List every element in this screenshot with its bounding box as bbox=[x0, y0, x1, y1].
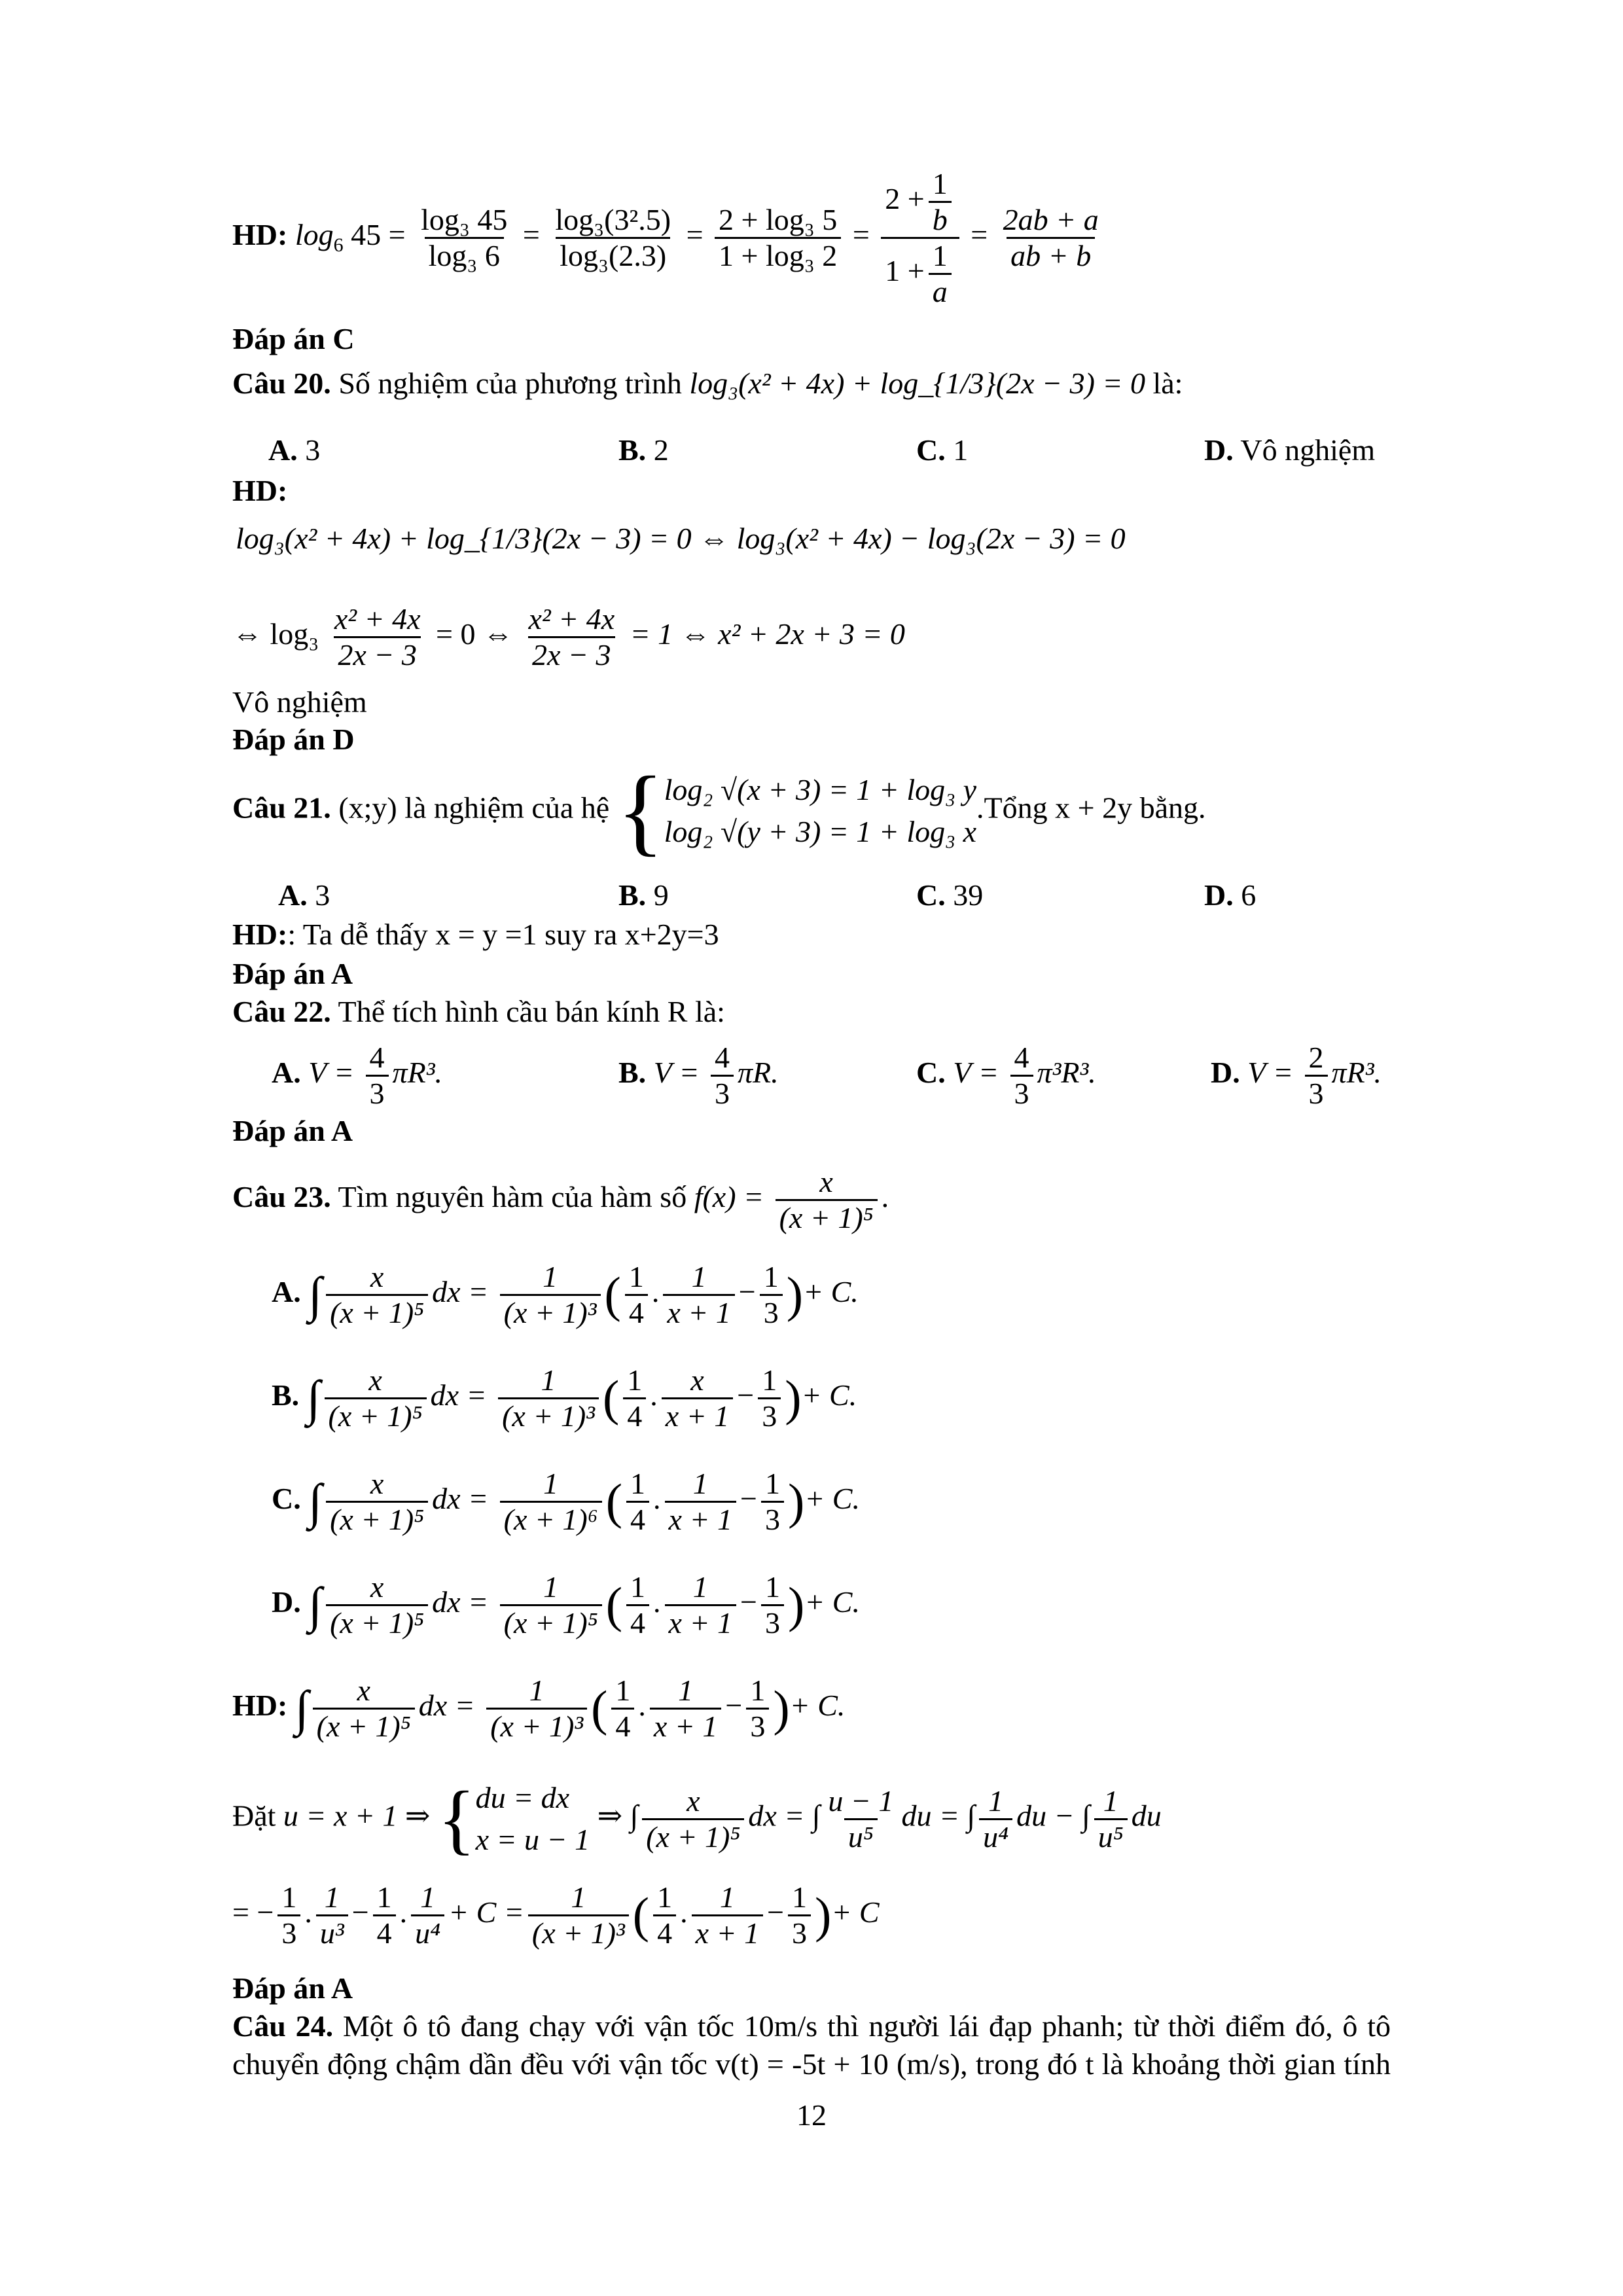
q20-tail: là: bbox=[1152, 367, 1183, 400]
q21-option-a: A. 3 bbox=[278, 878, 330, 912]
q21-tail: .Tổng x + 2y bằng. bbox=[976, 791, 1206, 825]
q21-question bbox=[232, 757, 1206, 865]
q19-frac5: $\frac{2ab + a}{ab + b}$ bbox=[1003, 203, 1099, 272]
q21-option-c: C. 39 bbox=[916, 878, 984, 912]
system-brace-icon: { bbox=[616, 757, 664, 865]
q19-log-base: 6 bbox=[333, 234, 344, 257]
q20-option-a: A. 3 bbox=[268, 433, 321, 467]
q21-option-b: B. 9 bbox=[618, 878, 669, 912]
q23-option-d: D. ∫ $\frac{x}{\text{(x + 1)⁵}}$ dx = $\frac{1}{\text{(x + 1)⁵}}$ ( $\frac{1}{4}$ . $\frac{1}{x + 1}$ − $\frac{1}{3}$ )+ C. bbox=[272, 1570, 860, 1640]
q20-option-d: D. Vô nghiệm bbox=[1204, 433, 1376, 467]
q22-answer: Đáp án A bbox=[232, 1114, 353, 1147]
q22-option-a: A. V = $\frac{4}{3}$ πR³. bbox=[272, 1041, 442, 1110]
q22-option-b: B. V = $\frac{4}{3}$ πR. bbox=[618, 1041, 779, 1110]
q19-frac3: $\frac{\text{2 + log₃ 5}}{\text{1 + log₃ 2}}$ bbox=[715, 203, 841, 273]
q20-equation: log₃(x² + 4x) + log_{1/3}(2x − 3) = 0 bbox=[689, 367, 1145, 400]
hd-label: HD: bbox=[232, 218, 288, 252]
q20-answer: Đáp án D bbox=[232, 723, 355, 756]
q22-question: Câu 22. Thể tích hình cầu bán kính R là: bbox=[232, 995, 725, 1028]
q22-option-d: D. V = $\frac{2}{3}$ πR³. bbox=[1211, 1041, 1382, 1110]
q21-answer: Đáp án A bbox=[232, 957, 353, 990]
page-number: 12 bbox=[796, 2098, 827, 2132]
q23-option-c: C. ∫ $\frac{x}{\text{(x + 1)⁵}}$ dx = $\frac{1}{\text{(x + 1)⁶}}$ ( $\frac{1}{4}$ . $\frac{1}{x + 1}$ − $\frac{1}{3}$ )+ C. bbox=[272, 1467, 860, 1536]
q23-option-a: A. ∫ $\frac{x}{\text{(x + 1)⁵}}$ dx = $\frac{1}{\text{(x + 1)³}}$ ( $\frac{1}{4}$ . $\frac{1}{x + 1}$ − $\frac{1}{3}$ )+ C. bbox=[272, 1260, 859, 1329]
q20-question bbox=[232, 365, 1183, 402]
q22-option-c: C. V = $\frac{4}{3}$ π³R³. bbox=[916, 1041, 1096, 1110]
q19-frac2: $\frac{\text{log₃(3².5)}}{\text{log₃(2.3)}}$ bbox=[555, 203, 671, 272]
q21-system: log₂ √(x + 3) = 1 + log₃ y log₂ √(y + 3) = 1 + log₃ x bbox=[664, 773, 977, 848]
q19-log-arg: 45 bbox=[351, 218, 382, 252]
q24-line1: Câu 24. Một ô tô đang chạy với vận tốc 10m/s thì người lái đạp phanh; từ thời điểm đó, ô tô bbox=[232, 2009, 1391, 2043]
q23-substitution: Đặt u = x + 1 ⇒ { du = dx x = u − 1 ⇒ ∫ $\frac{x}{\text{(x + 1)⁵}}$ dx = ∫ $\frac{u - 1}{\text{u⁵}}$ du = ∫ $\frac{1}{\text{u⁴}}$ du − ∫ $\frac{1}{\text{u⁵}}$ du bbox=[232, 1775, 1162, 1862]
q20-hd-conclusion: Vô nghiệm bbox=[232, 685, 367, 719]
q19-hd-line: HD: $\log_6 45$ = $\frac{\text{log₃ 45}}{\text{log₃ 6}}$ = $\frac{\text{log₃(3².5)}}{\text{log₃(2.3)}}$ = $\frac{\text{2 + log₃ 5}}{\text{1 + log₃ 2}}$ = 2 + $\frac{1}{b}$ 1 + $\frac{1}{a}$ = $\frac{2ab + a}{ab + b}$ bbox=[232, 167, 1107, 309]
q24-line2: chuyển động chậm dần đều với vận tốc v(t) = -5t + 10 (m/s), trong đó t là khoảng thời gian tính bbox=[232, 2047, 1391, 2081]
q19-answer: Đáp án C bbox=[232, 322, 355, 355]
q21-label: Câu 21. bbox=[232, 791, 331, 825]
q23-answer: Đáp án A bbox=[232, 1971, 353, 2005]
q21-hd: HD:: Ta dễ thấy x = y =1 suy ra x+2y=3 bbox=[232, 918, 719, 951]
q21-option-d: D. 6 bbox=[1204, 878, 1257, 912]
q23-final-line: = − $\frac{1}{3}$ . $\frac{1}{\text{u³}}$ − $\frac{1}{4}$ . $\frac{1}{\text{u⁴}}$ + C = $\frac{1}{\text{(x + 1)³}}$ ( $\frac{1}{4}$ . $\frac{1}{x + 1}$ − $\frac{1}{3}$ )+ C bbox=[232, 1880, 880, 1950]
q19-frac4: 2 + $\frac{1}{b}$ 1 + $\frac{1}{a}$ bbox=[881, 167, 959, 309]
q21-text: (x;y) là nghiệm của hệ bbox=[338, 791, 610, 825]
q20-hd-line2: ⇔ log₃ $\frac{\text{x² + 4x}}{2x - 3}$ = 0 ⇔ $\frac{\text{x² + 4x}}{2x - 3}$ = 1 ⇔ x² + 2x + 3 = 0 bbox=[232, 602, 905, 672]
q23-hd-line: HD: ∫ $\frac{x}{\text{(x + 1)⁵}}$ dx = $\frac{1}{\text{(x + 1)³}}$ ( $\frac{1}{4}$ . $\frac{1}{x + 1}$ − $\frac{1}{3}$ )+ C. bbox=[232, 1674, 846, 1743]
q20-option-b: B. 2 bbox=[618, 433, 669, 467]
q20-text: Số nghiệm của phương trình bbox=[338, 367, 682, 400]
q19-log: log bbox=[294, 218, 334, 252]
q19-frac1: $\frac{\text{log₃ 45}}{\text{log₃ 6}}$ bbox=[421, 203, 508, 272]
q23-question: Câu 23. Tìm nguyên hàm của hàm số f(x) = $\frac{x}{\text{(x + 1)⁵}}$ . bbox=[232, 1165, 889, 1234]
q20-option-c: C. 1 bbox=[916, 433, 969, 467]
q20-hd-line1: log₃(x² + 4x) + log_{1/3}(2x − 3) = 0 ⇔ log₃(x² + 4x) − log₃(2x − 3) = 0 bbox=[236, 522, 1126, 555]
q20-hd-label: HD: bbox=[232, 474, 288, 507]
q20-label: Câu 20. bbox=[232, 367, 331, 400]
q23-option-b: B. ∫ $\frac{x}{\text{(x + 1)⁵}}$ dx = $\frac{1}{\text{(x + 1)³}}$ ( $\frac{1}{4}$ . $\frac{x}{x + 1}$ − $\frac{1}{3}$ )+ C. bbox=[272, 1363, 857, 1433]
